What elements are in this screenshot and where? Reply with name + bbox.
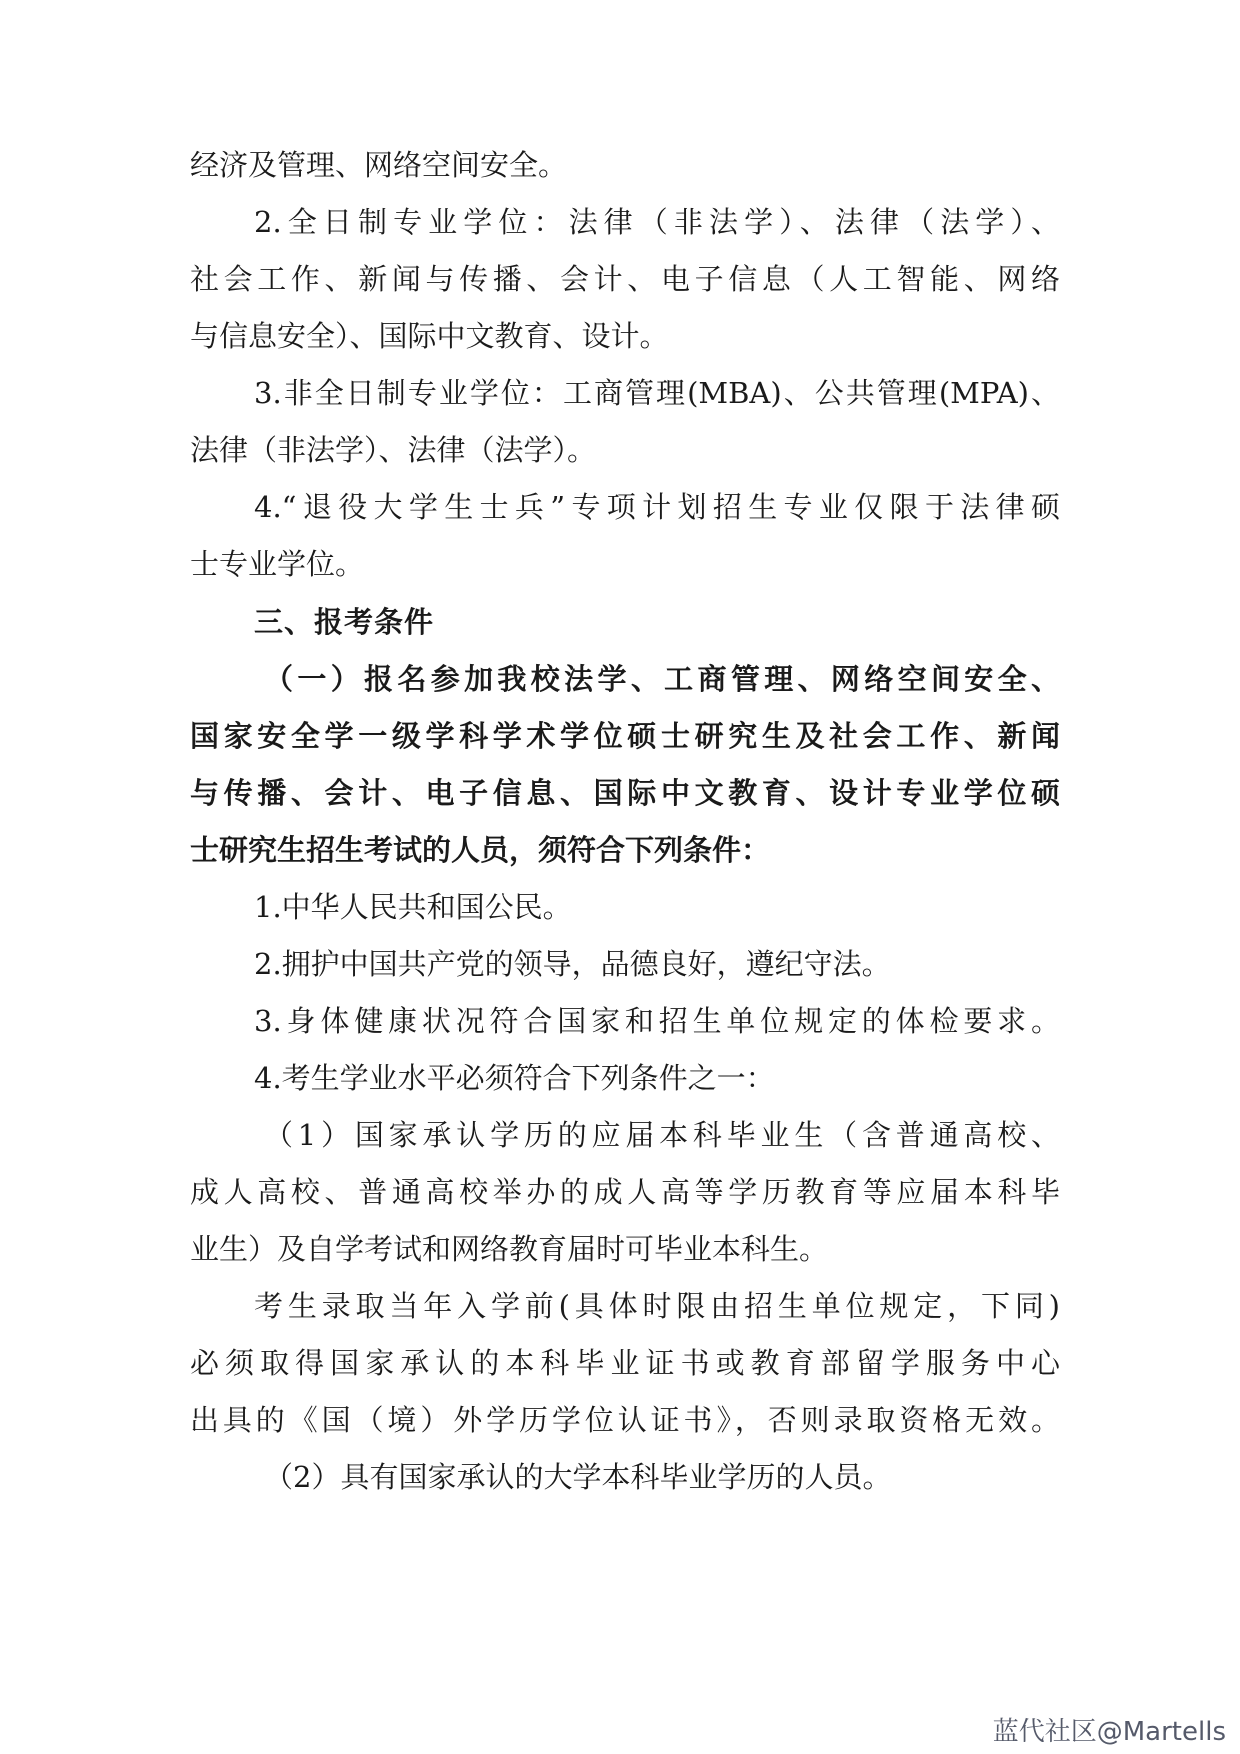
paragraph-line: 2.全日制专业学位：法律（非法学）、法律（法学）、 bbox=[254, 205, 1060, 239]
watermark-text: 蓝代社区@Martells bbox=[992, 1717, 1226, 1747]
paragraph-line: 2.拥护中国共产党的领导，品德良好，遵纪守法。 bbox=[254, 947, 891, 981]
paragraph-line: 法律（非法学）、法律（法学）。 bbox=[190, 433, 597, 467]
bold-paragraph-line: （一）报名参加我校法学、工商管理、网络空间安全、 bbox=[264, 662, 1060, 696]
paragraph-line: 与信息安全）、国际中文教育、设计。 bbox=[190, 319, 669, 353]
paragraph-line: 业生）及自学考试和网络教育届时可毕业本科生。 bbox=[190, 1232, 829, 1266]
paragraph-line: 经济及管理、网络空间安全。 bbox=[190, 148, 568, 182]
paragraph-line: 4.“退役大学生士兵”专项计划招生专业仅限于法律硕 bbox=[254, 490, 1060, 524]
bold-paragraph-line: 国家安全学一级学科学术学位硕士研究生及社会工作、新闻 bbox=[190, 719, 1060, 753]
bold-paragraph-line: 与传播、会计、电子信息、国际中文教育、设计专业学位硕 bbox=[190, 776, 1060, 810]
paragraph-line: 4.考生学业水平必须符合下列条件之一： bbox=[254, 1061, 775, 1095]
bold-paragraph-line: 士研究生招生考试的人员，须符合下列条件： bbox=[190, 833, 771, 867]
paragraph-line: 必须取得国家承认的本科毕业证书或教育部留学服务中心 bbox=[190, 1346, 1060, 1380]
paragraph-line: 1.中华人民共和国公民。 bbox=[254, 890, 572, 924]
paragraph-line: 3.身体健康状况符合国家和招生单位规定的体检要求。 bbox=[254, 1004, 1060, 1038]
paragraph-line: 出具的《国（境）外学历学位认证书》，否则录取资格无效。 bbox=[190, 1403, 1060, 1437]
paragraph-line: 考生录取当年入学前(具体时限由招生单位规定，下同) bbox=[254, 1289, 1060, 1323]
section-heading: 三、报考条件 bbox=[254, 605, 435, 639]
paragraph-line: （1）国家承认学历的应届本科毕业生（含普通高校、 bbox=[264, 1118, 1060, 1152]
paragraph-line: 社会工作、新闻与传播、会计、电子信息（人工智能、网络 bbox=[190, 262, 1060, 296]
paragraph-line: 3.非全日制专业学位：工商管理(MBA)、公共管理(MPA)、 bbox=[254, 376, 1060, 410]
paragraph-line: 士专业学位。 bbox=[190, 547, 365, 581]
paragraph-line: 成人高校、普通高校举办的成人高等学历教育等应届本科毕 bbox=[190, 1175, 1060, 1209]
paragraph-line: （2）具有国家承认的大学本科毕业学历的人员。 bbox=[264, 1460, 892, 1494]
